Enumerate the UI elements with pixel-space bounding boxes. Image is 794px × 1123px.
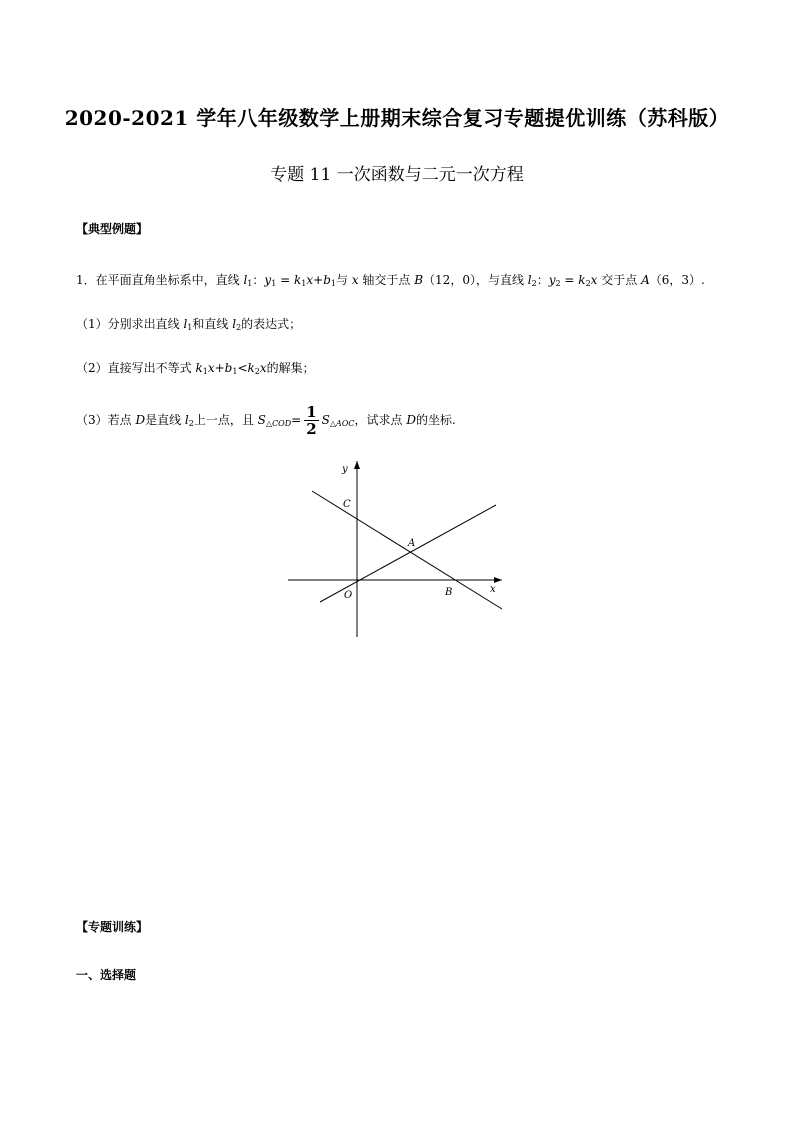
q3-text-a: （3）若点 bbox=[76, 413, 136, 427]
label-y: y bbox=[342, 464, 348, 475]
q3-text-f: 的坐标. bbox=[415, 413, 456, 427]
question-2: （2）直接写出不等式 $k_1x+b_1<k_2x$的解集； bbox=[76, 361, 315, 376]
q2-text-c: 的解集； bbox=[266, 361, 315, 375]
q3-text-e: ，试求点 bbox=[354, 413, 407, 427]
coordinate-figure bbox=[280, 455, 510, 645]
question-3: （3）若点 D是直线 $l_2$上一点，且 $S_{\triangle COD}=$ $\frac{1}{2}$ $S_{\triangle AOC}$，试求点 D的坐标. bbox=[76, 403, 456, 438]
fraction-one-half bbox=[304, 404, 318, 437]
section-training-label: 【专题训练】 bbox=[76, 920, 149, 934]
intro-text-j: （6，3）. bbox=[649, 273, 705, 287]
intro-text-d: 与 bbox=[335, 273, 352, 287]
q3-text-b: 是直线 bbox=[145, 413, 185, 427]
fraction-numerator: 1 bbox=[306, 403, 317, 421]
page-subtitle: 专题 11 一次函数与二元一次方程 bbox=[270, 165, 524, 185]
q1-text-a: （1）分别求出直线 bbox=[76, 317, 184, 331]
label-x: x bbox=[490, 584, 496, 595]
intro-text-e: 轴交于点 bbox=[358, 273, 415, 287]
q3-text-d: = bbox=[291, 413, 302, 427]
intro-text-i: 交于点 bbox=[597, 273, 642, 287]
line-l1 bbox=[312, 491, 502, 609]
q2-text-a: （2）直接写出不等式 bbox=[76, 361, 196, 375]
label-b: B bbox=[445, 587, 453, 598]
question-1: （1）分别求出直线 $l_1$和直线 $l_2$的表达式； bbox=[76, 317, 302, 332]
q1-text-b: 和直线 bbox=[192, 317, 233, 331]
intro-text-h: = bbox=[560, 273, 579, 287]
label-c: C bbox=[343, 499, 351, 510]
intro-text-b: ： bbox=[252, 273, 265, 287]
problem-intro: 1．在平面直角坐标系中，直线 $l_1$：$y_1 = k_1x+b_1$与 x 轴交于点 B（12，0），与直线 $l_2$：$y_2 = k_2x$ 交于点 A（6，3）. bbox=[76, 273, 705, 288]
y-axis-arrow bbox=[354, 461, 360, 469]
label-o: O bbox=[344, 590, 353, 601]
q3-text-c: 上一点，且 bbox=[193, 413, 258, 427]
intro-text-c: = bbox=[276, 273, 294, 287]
intro-text-a: 1．在平面直角坐标系中，直线 bbox=[76, 273, 244, 287]
intro-text-g: ： bbox=[536, 273, 549, 287]
section-example-label: 【典型例题】 bbox=[76, 222, 149, 236]
fraction-denominator: 2 bbox=[306, 420, 317, 438]
x-axis-arrow bbox=[494, 577, 502, 583]
q1-text-c: 的表达式； bbox=[241, 317, 302, 331]
section-choice-label: 一、选择题 bbox=[76, 968, 137, 982]
q2-text-b: < bbox=[237, 361, 248, 375]
line-l2 bbox=[320, 505, 496, 602]
intro-text-f: （12，0），与直线 bbox=[423, 273, 528, 287]
label-a: A bbox=[408, 538, 416, 549]
page-title: 2020-2021 学年八年级数学上册期末综合复习专题提优训练（苏科版） bbox=[64, 106, 730, 130]
